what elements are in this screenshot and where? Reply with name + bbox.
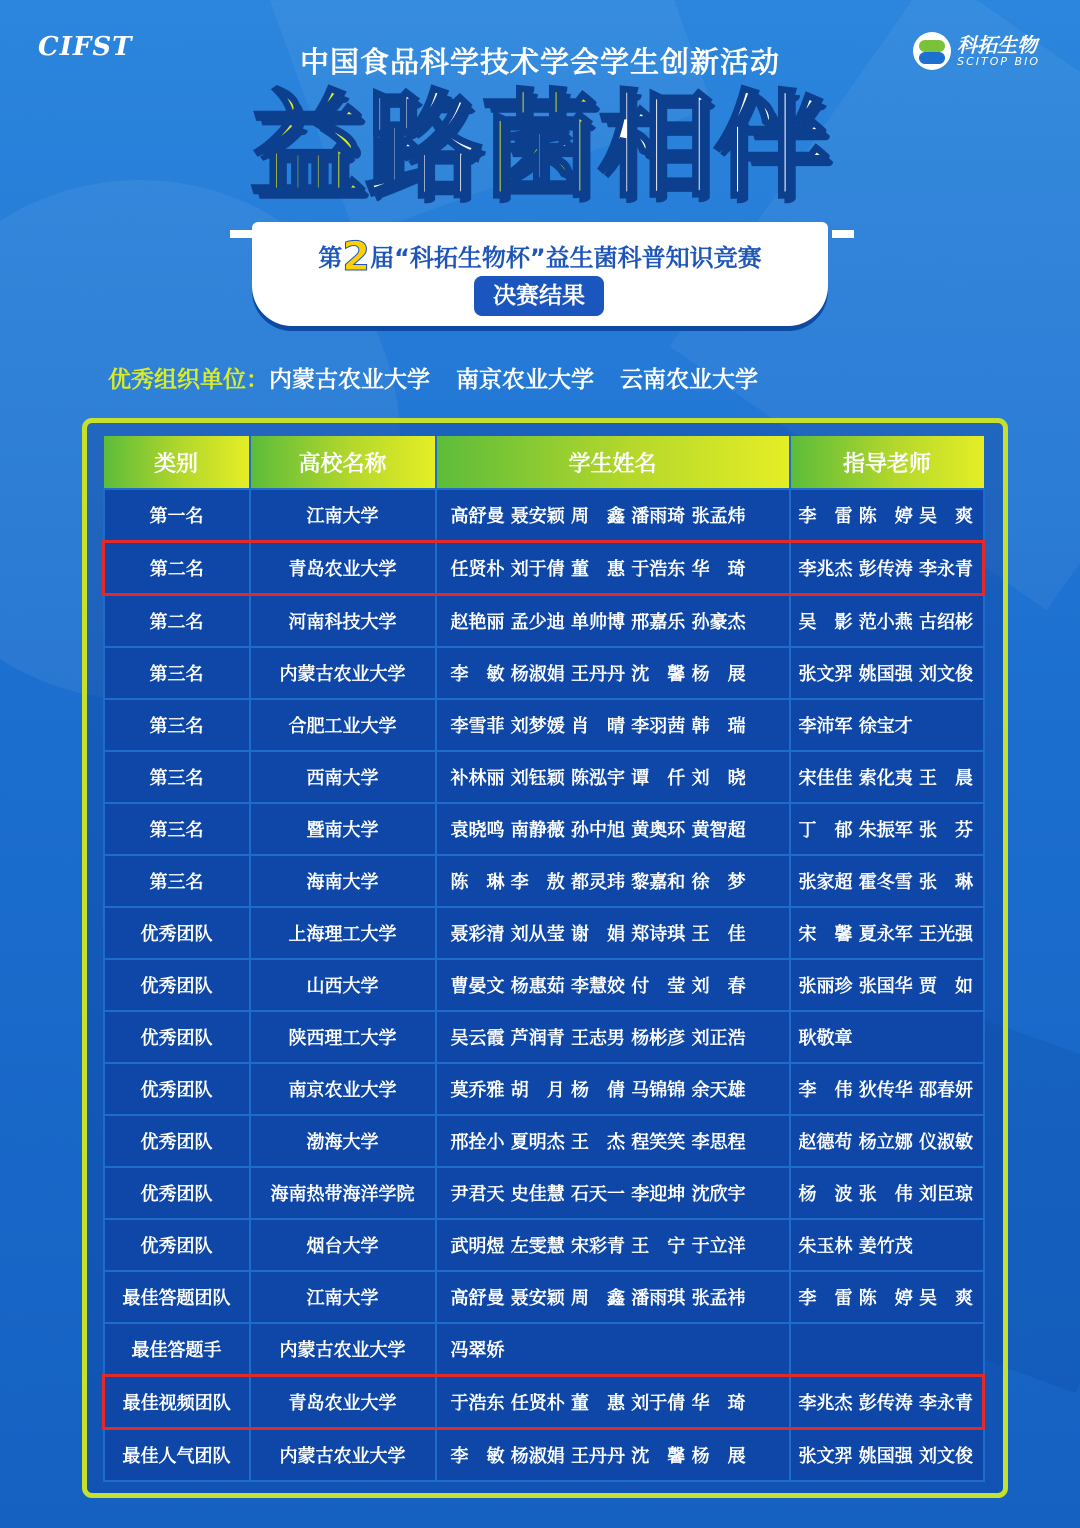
organizers-line <box>108 361 784 394</box>
cell-school: 陕西理工大学 <box>250 1011 436 1063</box>
cell-school: 合肥工业大学 <box>250 699 436 751</box>
cell-students: 任贤朴 刘于倩 董 惠 于浩东 华 琦 <box>436 542 790 595</box>
cell-category: 优秀团队 <box>104 959 250 1011</box>
table-row <box>104 1376 984 1429</box>
cell-school: 江南大学 <box>250 489 436 542</box>
ribbon-wing-left <box>230 230 252 238</box>
table-row <box>104 1219 984 1271</box>
cell-school: 上海理工大学 <box>250 907 436 959</box>
cell-teachers: 张文羿 姚国强 刘文俊 <box>790 647 984 699</box>
ribbon-suffix: 届“科拓生物杯”益生菌科普知识竞赛 <box>370 244 762 272</box>
header-students: 学生姓名 <box>436 436 790 489</box>
cell-students: 袁晓鸣 南静薇 孙中旭 黄奥环 黄智超 <box>436 803 790 855</box>
cell-students: 李 敏 杨淑娟 王丹丹 沈 馨 杨 展 <box>436 647 790 699</box>
table-row <box>104 699 984 751</box>
table-row <box>104 1271 984 1323</box>
results-badge: 决赛结果 <box>474 276 604 316</box>
cell-students: 尹君天 史佳慧 石天一 李迎坤 沈欣宇 <box>436 1167 790 1219</box>
cell-students: 高舒曼 聂安颖 周 鑫 潘雨琪 张孟祎 <box>436 1271 790 1323</box>
cell-category: 第二名 <box>104 595 250 648</box>
table-body <box>104 489 984 1481</box>
organizer-unit: 内蒙古农业大学 <box>269 367 430 393</box>
cell-teachers: 宋佳佳 索化夷 王 晨 <box>790 751 984 803</box>
cell-category: 优秀团队 <box>104 1219 250 1271</box>
cell-teachers: 李兆杰 彭传涛 李永青 <box>790 1376 984 1429</box>
cell-category: 最佳视频团队 <box>104 1376 250 1429</box>
header-teachers: 指导老师 <box>790 436 984 489</box>
cell-category: 第三名 <box>104 751 250 803</box>
table-row <box>104 542 984 595</box>
cell-students: 曹晏文 杨惠茹 李慧姣 付 莹 刘 春 <box>436 959 790 1011</box>
cell-school: 西南大学 <box>250 751 436 803</box>
cell-category: 优秀团队 <box>104 1063 250 1115</box>
cell-teachers: 李兆杰 彭传涛 李永青 <box>790 542 984 595</box>
table-row <box>104 855 984 907</box>
cell-teachers <box>790 1323 984 1376</box>
table-row <box>104 959 984 1011</box>
header-category: 类别 <box>104 436 250 489</box>
cell-school: 渤海大学 <box>250 1115 436 1167</box>
cell-category: 最佳答题团队 <box>104 1271 250 1323</box>
organizers-label: 优秀组织单位： <box>108 367 269 393</box>
competition-ribbon <box>252 222 828 326</box>
main-title <box>0 79 1080 214</box>
cell-category: 第三名 <box>104 803 250 855</box>
cell-teachers: 赵德苟 杨立娜 仪淑敏 <box>790 1115 984 1167</box>
table-row <box>104 1011 984 1063</box>
cell-category: 第一名 <box>104 489 250 542</box>
cell-teachers: 李沛军 徐宝才 <box>790 699 984 751</box>
cell-category: 优秀团队 <box>104 1011 250 1063</box>
table-row <box>104 489 984 542</box>
cell-students: 冯翠娇 <box>436 1323 790 1376</box>
cell-teachers: 丁 郁 朱振军 张 芬 <box>790 803 984 855</box>
cell-students: 赵艳丽 孟少迪 单帅博 邢嘉乐 孙豪杰 <box>436 595 790 648</box>
title-char: 伴 <box>714 79 830 214</box>
cell-students: 武明煜 左雯慧 宋彩青 王 宁 于立洋 <box>436 1219 790 1271</box>
organizer-unit: 南京农业大学 <box>456 367 594 393</box>
cell-category: 优秀团队 <box>104 1115 250 1167</box>
cell-school: 海南热带海洋学院 <box>250 1167 436 1219</box>
cell-teachers: 李 伟 狄传华 邵春妍 <box>790 1063 984 1115</box>
cell-teachers: 朱玉林 姜竹茂 <box>790 1219 984 1271</box>
cell-students: 莫乔雅 胡 月 杨 倩 马锦锦 余天雄 <box>436 1063 790 1115</box>
cell-category: 优秀团队 <box>104 1167 250 1219</box>
cell-school: 青岛农业大学 <box>250 1376 436 1429</box>
results-table <box>102 436 985 1482</box>
ribbon-prefix: 第 <box>318 244 343 272</box>
cell-students: 吴云霞 芦润青 王志男 杨彬彦 刘正浩 <box>436 1011 790 1063</box>
cell-teachers: 杨 波 张 伟 刘臣琼 <box>790 1167 984 1219</box>
cell-school: 南京农业大学 <box>250 1063 436 1115</box>
event-subtitle: 中国食品科学技术学会学生创新活动 <box>299 45 780 79</box>
cell-teachers: 李 雷 陈 婷 吴 爽 <box>790 1271 984 1323</box>
table-row <box>104 751 984 803</box>
cell-category: 第三名 <box>104 647 250 699</box>
table-row <box>104 647 984 699</box>
cell-students: 陈 琳 李 敖 都灵玮 黎嘉和 徐 梦 <box>436 855 790 907</box>
cell-school: 暨南大学 <box>250 803 436 855</box>
cell-school: 内蒙古农业大学 <box>250 647 436 699</box>
scitop-logo-en: SCITOP BIO <box>957 54 1040 68</box>
cell-school: 内蒙古农业大学 <box>250 1429 436 1482</box>
cell-school: 烟台大学 <box>250 1219 436 1271</box>
header-school: 高校名称 <box>250 436 436 489</box>
cell-students: 聂彩清 刘从莹 谢 娟 郑诗琪 王 佳 <box>436 907 790 959</box>
competition-name <box>252 234 828 280</box>
cell-school: 内蒙古农业大学 <box>250 1323 436 1376</box>
cell-category: 优秀团队 <box>104 907 250 959</box>
cell-school: 海南大学 <box>250 855 436 907</box>
table-row <box>104 803 984 855</box>
title-char: 路 <box>366 79 482 214</box>
table-row <box>104 595 984 648</box>
table-row <box>104 1063 984 1115</box>
cell-teachers: 宋 馨 夏永军 王光强 <box>790 907 984 959</box>
cell-category: 最佳答题手 <box>104 1323 250 1376</box>
ribbon-wing-right <box>832 230 854 238</box>
cell-students: 高舒曼 聂安颖 周 鑫 潘雨琦 张孟炜 <box>436 489 790 542</box>
organizer-unit: 云南农业大学 <box>620 367 758 393</box>
cell-teachers: 张文羿 姚国强 刘文俊 <box>790 1429 984 1482</box>
cell-category: 最佳人气团队 <box>104 1429 250 1482</box>
cell-teachers: 张家超 霍冬雪 张 琳 <box>790 855 984 907</box>
cell-students: 李雪菲 刘梦媛 肖 晴 李羽茜 韩 瑞 <box>436 699 790 751</box>
cell-category: 第二名 <box>104 542 250 595</box>
table-row <box>104 1167 984 1219</box>
cell-category: 第三名 <box>104 699 250 751</box>
table-row <box>104 1323 984 1376</box>
cell-school: 山西大学 <box>250 959 436 1011</box>
cifst-logo: CIFST <box>38 32 133 62</box>
cell-school: 青岛农业大学 <box>250 542 436 595</box>
cell-school: 江南大学 <box>250 1271 436 1323</box>
table-row <box>104 1115 984 1167</box>
cell-teachers: 张丽珍 张国华 贾 如 <box>790 959 984 1011</box>
title-char: 益 <box>250 79 366 214</box>
scitop-logo-cn: 科拓生物 <box>957 32 1038 57</box>
cell-students: 李 敏 杨淑娟 王丹丹 沈 馨 杨 展 <box>436 1429 790 1482</box>
cell-students: 邢拴小 夏明杰 王 杰 程笑笑 李思程 <box>436 1115 790 1167</box>
cell-students: 于浩东 任贤朴 董 惠 刘于倩 华 琦 <box>436 1376 790 1429</box>
table-row <box>104 1429 984 1482</box>
title-char: 相 <box>598 79 714 214</box>
cell-teachers: 耿敬章 <box>790 1011 984 1063</box>
cell-teachers: 李 雷 陈 婷 吴 爽 <box>790 489 984 542</box>
table-header-row <box>104 436 984 489</box>
table-row <box>104 907 984 959</box>
edition-number: 2 <box>342 234 371 280</box>
cell-students: 补林丽 刘钰颖 陈泓宇 谭 仟 刘 晓 <box>436 751 790 803</box>
title-char: 菌 <box>482 79 598 214</box>
cell-school: 河南科技大学 <box>250 595 436 648</box>
cell-category: 第三名 <box>104 855 250 907</box>
cell-teachers: 吴 影 范小燕 古绍彬 <box>790 595 984 648</box>
